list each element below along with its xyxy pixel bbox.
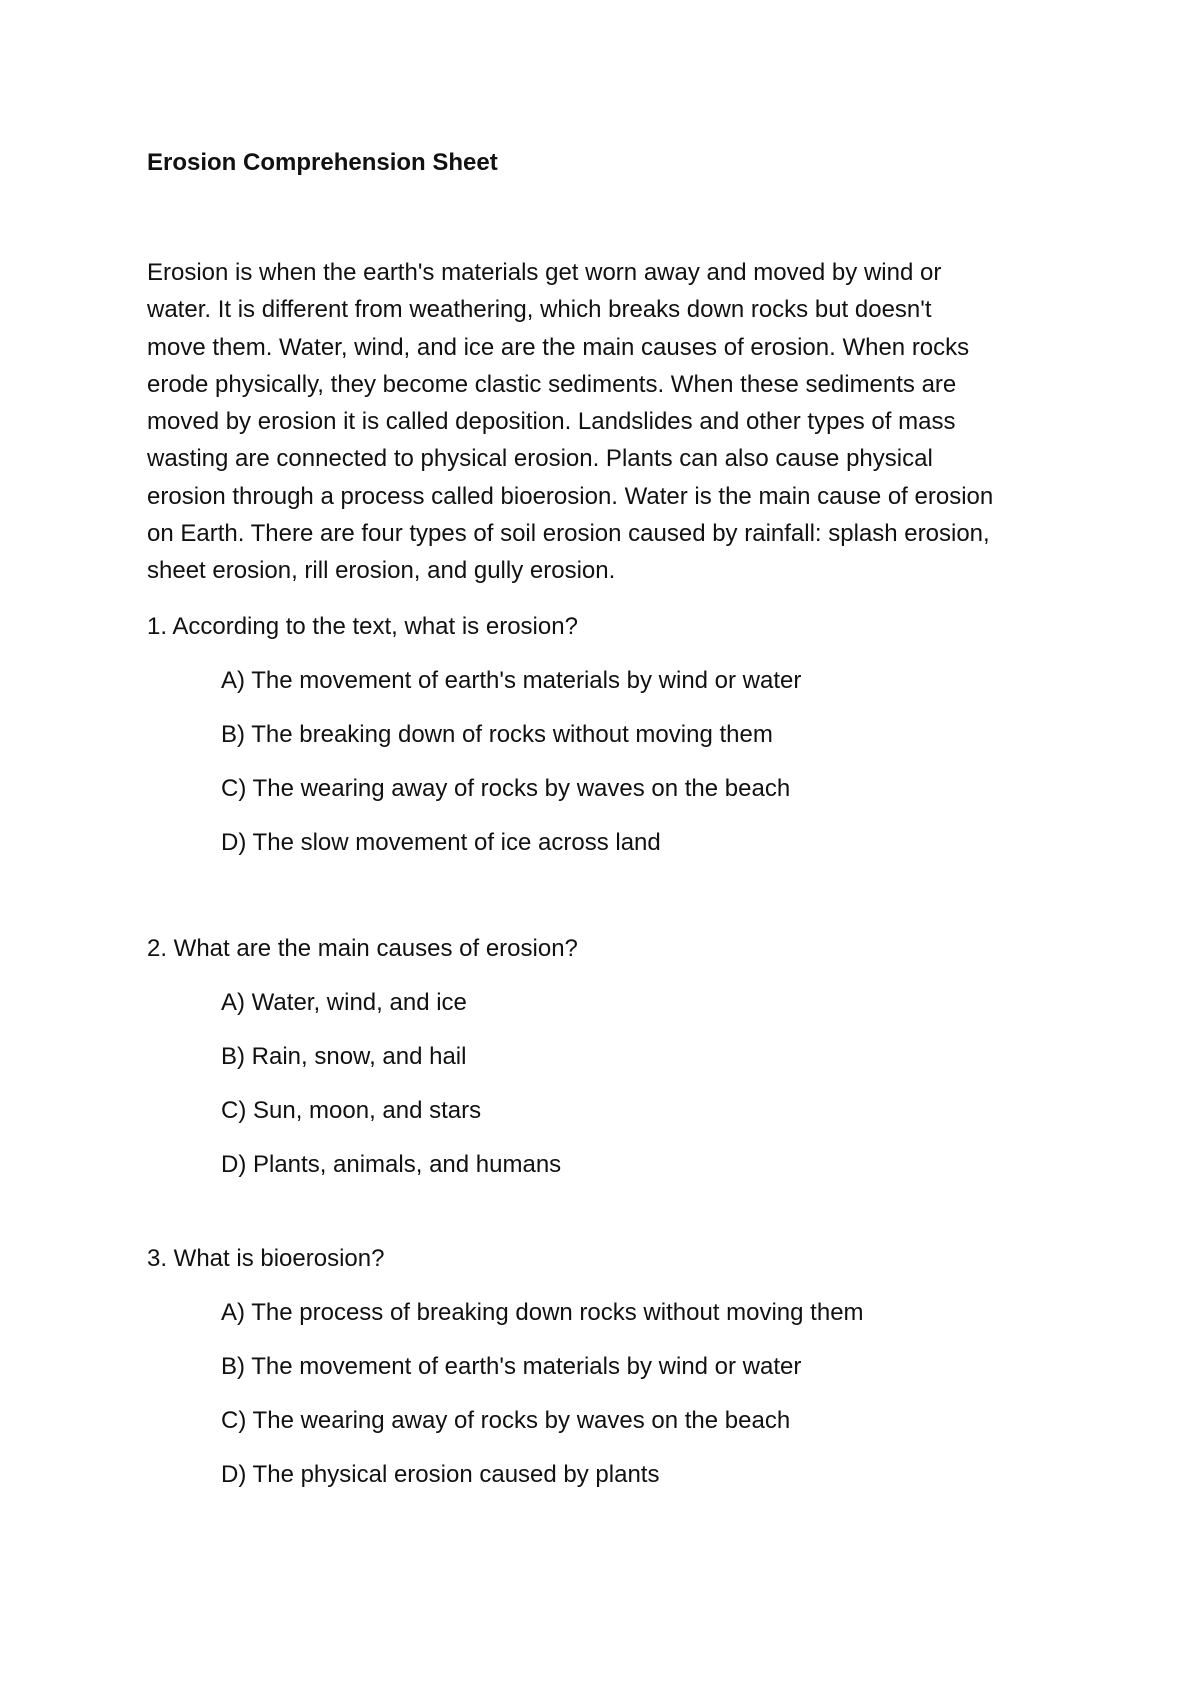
answer-options bbox=[147, 988, 1047, 1204]
question-2 bbox=[147, 934, 1047, 1204]
answer-option: D) The physical erosion caused by plants bbox=[221, 1461, 660, 1488]
answer-option: B) Rain, snow, and hail bbox=[221, 1043, 467, 1070]
answer-option: A) Water, wind, and ice bbox=[221, 989, 467, 1016]
page-title: Erosion Comprehension Sheet bbox=[147, 149, 498, 176]
answer-options bbox=[147, 666, 1047, 882]
answer-options bbox=[147, 1298, 1047, 1514]
passage-line: erosion through a process called bioerosion. Water is the main cause of erosion bbox=[147, 482, 994, 510]
passage-line: wasting are connected to physical erosion. Plants can also cause physical bbox=[147, 445, 933, 473]
answer-option: B) The breaking down of rocks without moving them bbox=[221, 721, 773, 748]
question-1 bbox=[147, 612, 1047, 882]
answer-option: C) Sun, moon, and stars bbox=[221, 1097, 482, 1124]
question-text: 3. What is bioerosion? bbox=[147, 1245, 385, 1272]
question-3 bbox=[147, 1244, 1047, 1514]
answer-option: D) The slow movement of ice across land bbox=[221, 829, 661, 856]
passage-line: moved by erosion it is called deposition. Landslides and other types of mass bbox=[147, 408, 956, 436]
passage-line: move them. Water, wind, and ice are the main causes of erosion. When rocks bbox=[147, 333, 970, 361]
reading-passage bbox=[147, 254, 1067, 590]
question-text: 1. According to the text, what is erosion? bbox=[147, 613, 578, 640]
passage-line: sheet erosion, rill erosion, and gully erosion. bbox=[147, 557, 616, 585]
answer-option: C) The wearing away of rocks by waves on the beach bbox=[221, 1407, 791, 1434]
answer-option: A) The process of breaking down rocks without moving them bbox=[221, 1299, 864, 1326]
passage-line: erode physically, they become clastic sediments. When these sediments are bbox=[147, 370, 957, 398]
passage-line: on Earth. There are four types of soil erosion caused by rainfall: splash erosion, bbox=[147, 520, 990, 548]
answer-option: D) Plants, animals, and humans bbox=[221, 1151, 562, 1178]
answer-option: C) The wearing away of rocks by waves on the beach bbox=[221, 775, 791, 802]
question-text: 2. What are the main causes of erosion? bbox=[147, 935, 578, 962]
answer-option: A) The movement of earth's materials by wind or water bbox=[221, 667, 802, 694]
passage-line: Erosion is when the earth's materials get worn away and moved by wind or bbox=[147, 259, 942, 286]
answer-option: B) The movement of earth's materials by wind or water bbox=[221, 1353, 802, 1380]
passage-line: water. It is different from weathering, which breaks down rocks but doesn't bbox=[147, 296, 932, 324]
